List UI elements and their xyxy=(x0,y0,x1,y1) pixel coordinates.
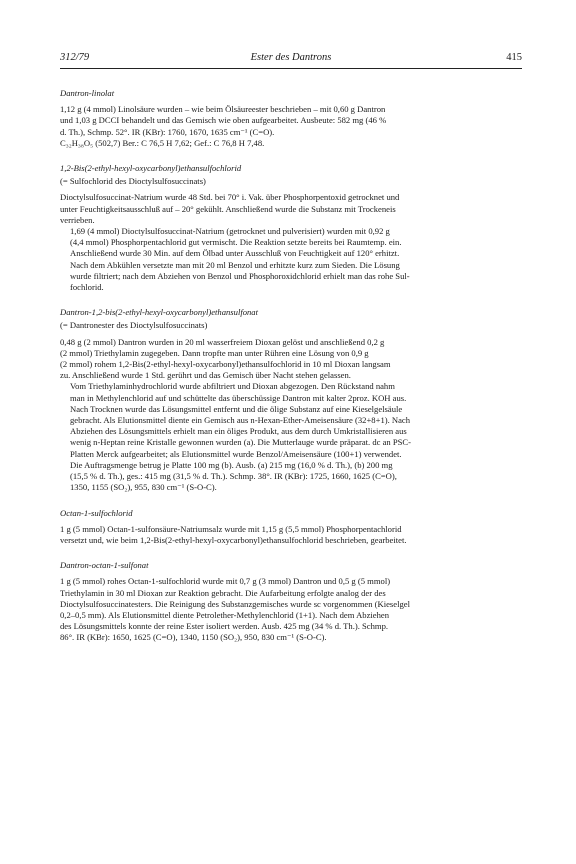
journal-reference: 312/79 xyxy=(60,52,90,63)
header-rule xyxy=(60,68,522,69)
text-line: unter Feuchtigkeitsausschluß auf – 20° gekühlt. Anschließend wurde die Substanz mit Trockeneis xyxy=(60,203,396,214)
text-line: Vom Triethylaminhydrochlorid wurde abfiltriert und Dioxan abgezogen. Den Rückstand nahm xyxy=(70,381,395,392)
section-title: Dantron-1,2-bis(2-ethyl-hexyl-oxycarbonyl)ethansulfonat xyxy=(60,307,258,318)
text-line: zu. Anschließend wurde 1 Std. gerührt und das Gemisch über Nacht stehen gelassen. xyxy=(60,370,351,381)
text-line: Abziehen des Lösungsmittels erhielt man ein öliges Produkt, aus dem durch Umkristallisieren aus xyxy=(70,426,407,437)
page-body xyxy=(60,88,522,658)
text-line: verrieben. xyxy=(60,214,95,225)
section-subtitle: (= Sulfochlorid des Dioctylsulfosuccinats) xyxy=(60,176,206,187)
text-line: wenig n-Heptan reine Kristalle gewonnen wurden (a). Die Mutterlauge wurde präparat. dc an PSC- xyxy=(70,437,412,448)
paragraph xyxy=(60,192,522,226)
running-header xyxy=(60,52,522,66)
text-line: (2 mmol) Triethylamin zugegeben. Dann tropfte man unter Rühren eine Lösung von 0,9 g xyxy=(60,347,369,358)
paragraph xyxy=(60,337,522,382)
section xyxy=(60,163,522,293)
section xyxy=(60,508,522,547)
text-line: Dioctylsulfosuccinatesters. Die Reinigung des Substanzgemisches wurde sc vorgenommen (Kieselgel xyxy=(60,598,410,609)
section xyxy=(60,88,522,149)
paragraph xyxy=(60,226,522,293)
text-line: Platten Merck aufgearbeitet; als Elutionsmittel wurde Benzol/Ameisensäure (100+1) verwendet. xyxy=(70,448,402,459)
text-line: versetzt und, wie beim 1,2-Bis(2-ethyl-hexyl-oxycarbonyl)ethansulfochlorid beschrieben, gearbeitet. xyxy=(60,534,407,545)
text-line: 0,2–0,5 mm). Als Elutionsmittel diente Petrolether-Methylenchlorid (1+1). Nach dem Abziehen xyxy=(60,609,390,620)
section-title: 1,2-Bis(2-ethyl-hexyl-oxycarbonyl)ethansulfochlorid xyxy=(60,163,242,174)
section-title: Dantron-linolat xyxy=(60,88,115,98)
text-line: fochlorid. xyxy=(70,282,104,293)
paragraph xyxy=(60,381,522,493)
text-line: Die Auftragsmenge betrug je Platte 100 mg (b). Ausb. (a) 215 mg (16,0 % d. Th.), (b) 200 mg xyxy=(70,459,393,470)
text-line: C₃₂H₃₈O₅ (502,7) Ber.: C 76,5 H 7,62; Gef.: C 76,8 H 7,48. xyxy=(60,137,265,148)
paragraph xyxy=(60,524,522,546)
page-number: 415 xyxy=(506,52,522,63)
text-line: d. Th.), Schmp. 52°. IR (KBr): 1760, 1670, 1635 cm⁻¹ (C=O). xyxy=(60,126,275,137)
text-line: 1350, 1155 (SO₂), 955, 830 cm⁻¹ (S-O-C). xyxy=(70,482,217,493)
text-line: man in Methylenchlorid auf und schüttelte das überschüssige Dantron mit kalter 2proz. KOH aus. xyxy=(70,392,407,403)
text-line: Anschließend wurde 30 Min. auf dem Ölbad unter Ausschluß von Feuchtigkeit auf 120° erhitzt. xyxy=(70,248,400,259)
section xyxy=(60,307,522,493)
paragraph xyxy=(60,576,522,643)
text-line: 0,48 g (2 mmol) Dantron wurden in 20 ml wasserfreiem Dioxan gelöst und anschließend 0,2 g xyxy=(60,336,385,347)
text-line: (4,4 mmol) Phosphorpentachlorid gut vermischt. Die Reaktion setzte bereits bei Raumtemp. ein. xyxy=(70,237,402,248)
section-title: Dantron-octan-1-sulfonat xyxy=(60,560,149,571)
text-line: 1,12 g (4 mmol) Linolsäure wurden – wie beim Ölsäureester beschrieben – mit 0,60 g Dantron xyxy=(60,104,386,115)
section xyxy=(60,560,522,643)
text-line: Triethylamin in 30 ml Dioxan zur Reaktion gebracht. Die Aufarbeitung erfolgte analog der des xyxy=(60,587,386,598)
text-line: 1 g (5 mmol) Octan-1-sulfonsäure-Natriumsalz wurde mit 1,15 g (5,5 mmol) Phosphorpentachlorid xyxy=(60,523,402,534)
running-title: Ester des Dantrons xyxy=(250,52,332,63)
text-line: gebracht. Als Elutionsmittel diente ein Gemisch aus n-Hexan-Ether-Ameisensäure (32+8+1). Nach xyxy=(70,415,411,426)
text-line: Dioctylsulfosuccinat-Natrium wurde 48 Std. bei 70° i. Vak. über Phosphorpentoxid getrocknet und xyxy=(60,192,400,203)
text-line: 86°. IR (KBr): 1650, 1625 (C=O), 1340, 1150 (SO₂), 950, 830 cm⁻¹ (S-O-C). xyxy=(60,632,327,643)
text-line: 1,69 (4 mmol) Dioctylsulfosuccinat-Natrium (getrocknet und pulverisiert) wurden mit 0,92 g xyxy=(70,226,390,237)
text-line: (15,5 % d. Th.), ges.: 415 mg (31,5 % d. Th.). Schmp. 38°. IR (KBr): 1725, 1660, 1625 (C=O), xyxy=(70,471,397,482)
text-line: 1 g (5 mmol) rohes Octan-1-sulfochlorid wurde mit 0,7 g (3 mmol) Dantron und 0,5 g (5 mmol) xyxy=(60,576,391,587)
section-title: Octan-1-sulfochlorid xyxy=(60,507,133,518)
section-subtitle: (= Dantronester des Dioctylsulfosuccinats) xyxy=(60,320,208,331)
text-line: Nach Trocknen wurde das Lösungsmittel entfernt und die ölige Substanz auf eine Kieselgelsäule xyxy=(70,403,403,414)
paragraph xyxy=(60,104,522,149)
text-line: und 1,03 g DCCI behandelt und das Gemisch wie oben aufgearbeitet. Ausbeute: 582 mg (46 % xyxy=(60,115,387,126)
text-line: Nach dem Abkühlen versetzte man mit 20 ml Benzol und erhitzte kurz zum Sieden. Die Lösung xyxy=(70,259,400,270)
text-line: wurde filtriert; nach dem Abziehen von Benzol und Phosphoroxidchlorid erhielt man das rohe Sul- xyxy=(70,270,410,281)
text-line: (2 mmol) rohem 1,2-Bis(2-ethyl-hexyl-oxycarbonyl)ethansulfochlorid in 10 ml Dioxan langsam xyxy=(60,359,391,370)
text-line: des Lösungsmittels konnte der reine Ester isoliert werden. Ausb. 425 mg (34 % d. Th.). Schmp. xyxy=(60,621,389,632)
